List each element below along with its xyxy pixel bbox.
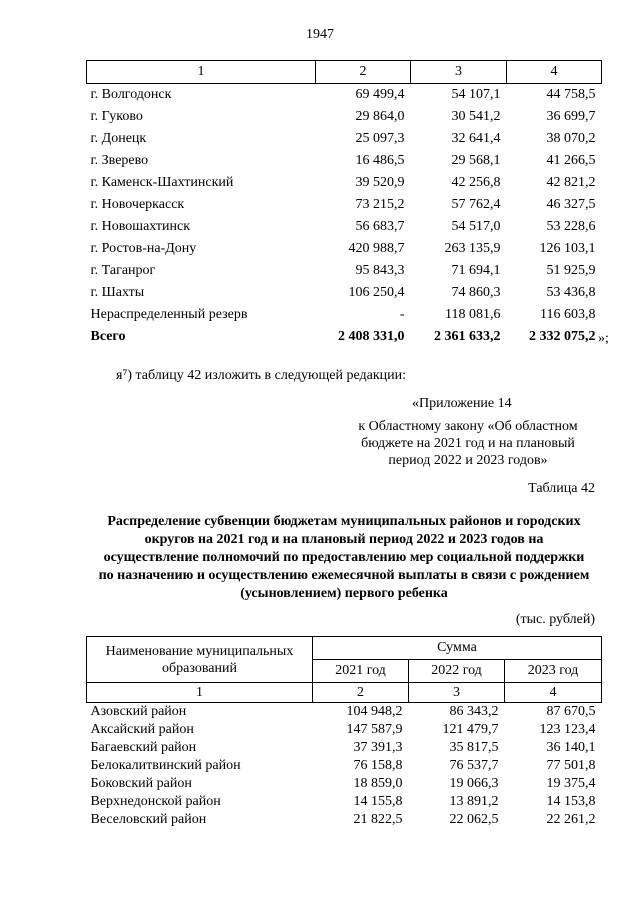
- amount-2021: 420 988,7: [348, 241, 405, 256]
- amount-2022: 13 891,2: [449, 794, 499, 809]
- table-row: [87, 216, 602, 238]
- municipality-name: г. Каменск-Шахтинский: [90, 175, 234, 190]
- table-row: [87, 128, 602, 150]
- amount-2023: 126 103,1: [539, 241, 596, 256]
- municipality-name: Боковский район: [90, 776, 192, 791]
- amount-2022: 86 343,2: [449, 704, 499, 719]
- municipality-name: г. Донецк: [90, 131, 147, 146]
- amount-2021: 37 391,3: [353, 740, 403, 755]
- table-header-row: [87, 683, 602, 703]
- amount-2021: 14 155,8: [353, 794, 403, 809]
- amount-2022: 35 817,5: [449, 740, 499, 755]
- table-row: [87, 84, 602, 107]
- amount-2021: 76 158,8: [353, 758, 403, 773]
- amount-2021: 56 683,7: [355, 219, 405, 234]
- amount-2021: 39 520,9: [355, 175, 405, 190]
- table-closing-mark: »;: [598, 331, 609, 346]
- amount-2022: 30 541,2: [451, 109, 501, 124]
- amount-2022: 76 537,7: [449, 758, 499, 773]
- table-row: [87, 194, 602, 216]
- municipality-name: г. Новошахтинск: [90, 219, 191, 234]
- amount-2022: 71 694,1: [451, 263, 501, 278]
- table-row: [87, 282, 602, 304]
- municipality-name: г. Зверево: [90, 153, 149, 168]
- amount-2021: 147 587,9: [346, 722, 403, 737]
- subsidy-table-continued: [86, 60, 602, 348]
- amount-2021: 95 843,3: [355, 263, 405, 278]
- amount-2023: 38 070,2: [546, 131, 596, 146]
- table-row: [87, 238, 602, 260]
- column-number-header: 2: [316, 61, 411, 84]
- amount-2022: 74 860,3: [451, 285, 501, 300]
- municipality-name: Азовский район: [90, 704, 187, 719]
- amount-2021: -: [399, 307, 405, 322]
- amount-2022: 263 135,9: [444, 241, 501, 256]
- column-number-header: 3: [409, 683, 505, 703]
- table-header-row: [87, 61, 602, 84]
- table-row: [87, 757, 602, 775]
- amount-2021: 25 097,3: [355, 131, 405, 146]
- table-row: [87, 739, 602, 757]
- total-2023: 2 332 075,2: [529, 329, 596, 344]
- amount-2021: 29 864,0: [355, 109, 405, 124]
- table-row: [87, 793, 602, 811]
- municipality-name: Багаевский район: [90, 740, 197, 755]
- table-header-row: [87, 637, 602, 660]
- table-row: [87, 106, 602, 128]
- table-body: [87, 703, 602, 830]
- amount-2022: 22 062,5: [449, 812, 499, 827]
- amount-2022: 54 107,1: [451, 87, 501, 102]
- municipality-name: Веселовский район: [90, 812, 207, 827]
- municipality-name: Нераспределенный резерв: [90, 307, 248, 322]
- amount-2023: 77 501,8: [546, 758, 596, 773]
- sum-header: Сумма: [313, 637, 602, 660]
- amount-2023: 46 327,5: [546, 197, 596, 212]
- amount-2023: 22 261,2: [546, 812, 596, 827]
- column-number-header: 1: [87, 61, 316, 84]
- table-title: Распределение субвенции бюджетам муниципальных районов и городских округов на 2021 год и на плановый период 2022 и 2023 годов на осуществление полномочий по предоставлению мер социальной поддержки по назначению и осуществлению ежемесячной выплаты в связи с рождением (усыновлением) первого ребенка: [98, 514, 590, 601]
- column-number-header: 4: [507, 61, 602, 84]
- amount-2021: 69 499,4: [355, 87, 405, 102]
- municipality-name: г. Ростов-на-Дону: [90, 241, 197, 256]
- units-label: (тыс. рублей): [515, 612, 595, 627]
- table-body: [87, 84, 602, 349]
- amount-2023: 116 603,8: [540, 307, 596, 322]
- amount-2023: 14 153,8: [546, 794, 596, 809]
- municipality-name: Аксайский район: [90, 722, 194, 737]
- municipality-name: Верхнедонской район: [90, 794, 221, 809]
- amount-2021: 16 486,5: [355, 153, 405, 168]
- amount-2022: 57 762,4: [451, 197, 501, 212]
- table-row: [87, 260, 602, 282]
- amount-2023: 41 266,5: [546, 153, 596, 168]
- amount-2021: 106 250,4: [348, 285, 405, 300]
- municipality-name: г. Новочеркасск: [90, 197, 185, 212]
- amount-2023: 53 436,8: [546, 285, 596, 300]
- table-row: [87, 172, 602, 194]
- amount-2022: 29 568,1: [451, 153, 501, 168]
- amount-2023: 51 925,9: [546, 263, 596, 278]
- year-header: 2023 год: [505, 660, 602, 683]
- municipality-name: Белокалитвинский район: [90, 758, 241, 773]
- table-row: [87, 703, 602, 722]
- column-number-header: 1: [87, 683, 313, 703]
- table-row: [87, 811, 602, 829]
- amount-2023: 87 670,5: [546, 704, 596, 719]
- table-row: [87, 775, 602, 793]
- total-row: [87, 326, 602, 348]
- amount-2023: 123 123,4: [539, 722, 596, 737]
- table-row: [87, 721, 602, 739]
- amount-2023: 53 228,6: [546, 219, 596, 234]
- amount-2022: 121 479,7: [442, 722, 499, 737]
- total-2021: 2 408 331,0: [338, 329, 405, 344]
- amendment-paragraph: я⁷) таблицу 42 изложить в следующей редакции:: [116, 368, 407, 383]
- municipality-name: г. Шахты: [90, 285, 145, 300]
- amount-2023: 19 375,4: [546, 776, 596, 791]
- column-number-header: 3: [411, 61, 507, 84]
- amount-2021: 104 948,2: [346, 704, 403, 719]
- table-row: [87, 304, 602, 326]
- year-header: 2021 год: [313, 660, 409, 683]
- amount-2021: 73 215,2: [355, 197, 405, 212]
- column-number-header: 4: [505, 683, 602, 703]
- amount-2021: 21 822,5: [353, 812, 403, 827]
- table-label: Таблица 42: [528, 481, 595, 496]
- amount-2022: 118 081,6: [445, 307, 501, 322]
- appendix-title: «Приложение 14: [412, 396, 512, 411]
- municipality-name: г. Волгодонск: [90, 87, 172, 102]
- total-label: Всего: [90, 329, 126, 344]
- amount-2022: 42 256,8: [451, 175, 501, 190]
- year-header: 2022 год: [409, 660, 505, 683]
- amount-2022: 32 641,4: [451, 131, 501, 146]
- municipality-name: г. Гуково: [90, 109, 143, 124]
- amount-2023: 36 699,7: [546, 109, 596, 124]
- column-number-header: 2: [313, 683, 409, 703]
- municipality-name-header: Наименование муниципальных образований: [87, 637, 313, 683]
- appendix-description: к Областному закону «Об областном бюджете на 2021 год и на плановый период 2022 и 2023 годов»: [358, 419, 578, 468]
- amount-2023: 36 140,1: [546, 740, 596, 755]
- amount-2022: 19 066,3: [449, 776, 499, 791]
- subsidy-table-42: [86, 636, 602, 829]
- municipality-name: г. Таганрог: [90, 263, 156, 278]
- table-row: [87, 150, 602, 172]
- amount-2021: 18 859,0: [353, 776, 403, 791]
- amount-2022: 54 517,0: [451, 219, 501, 234]
- page-number: 1947: [306, 27, 334, 42]
- amount-2023: 42 821,2: [546, 175, 596, 190]
- total-2022: 2 361 633,2: [434, 329, 501, 344]
- amount-2023: 44 758,5: [546, 87, 596, 102]
